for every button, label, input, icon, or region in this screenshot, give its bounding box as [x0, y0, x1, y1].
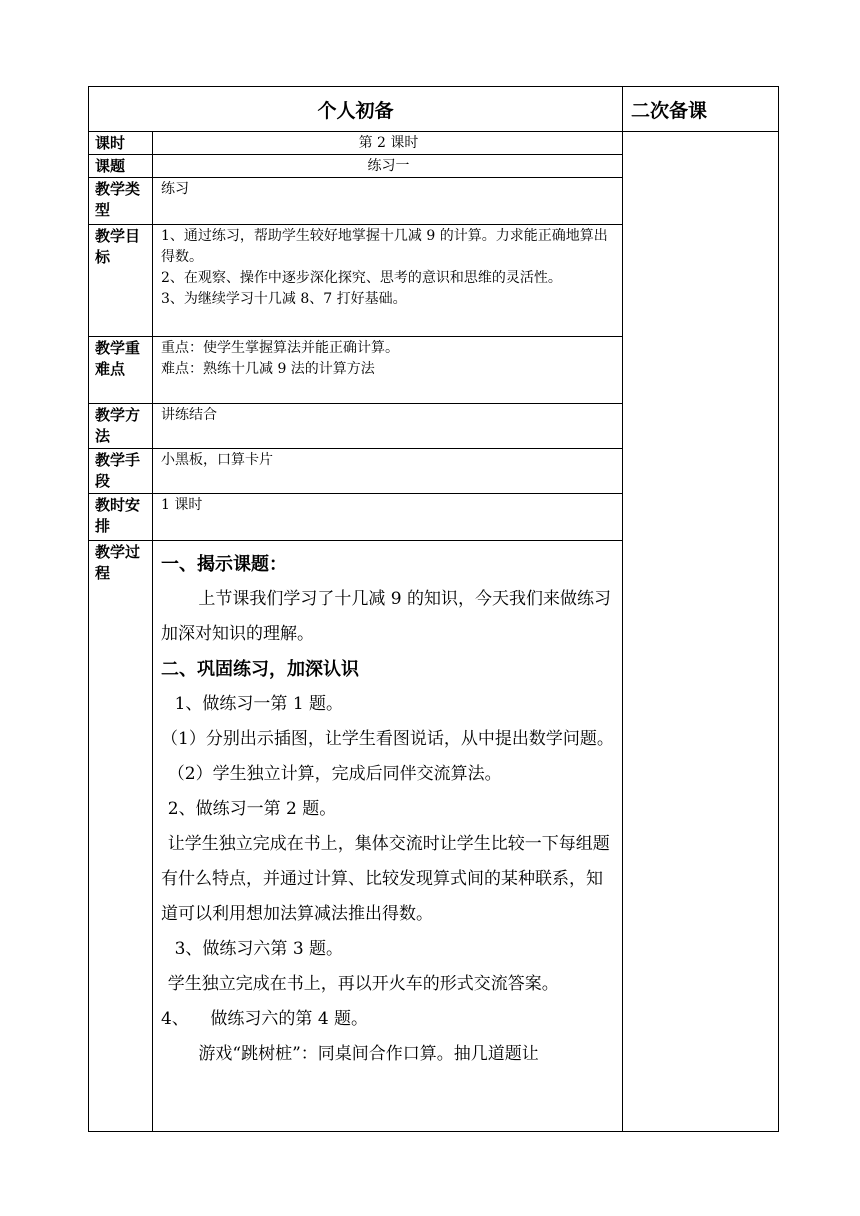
process-line: 游戏“跳树桩”：同桌间合作口算。抽几道题让: [198, 1044, 539, 1064]
process-line: 上节课我们学习了十几减 9 的知识，今天我们来做练习加深对知识的理解。: [161, 589, 612, 644]
label-topic: 课题: [89, 155, 153, 178]
lesson-plan-table: [88, 86, 779, 1132]
label-teaching-process: 教学过程: [89, 541, 153, 1132]
process-line: 1、做练习一第 1 题。: [174, 694, 344, 714]
process-line: （1）分别出示插图，让学生看图说话，从中提出数学问题。: [161, 729, 614, 749]
value-teaching-method: 讲练结合: [153, 404, 623, 449]
goal-line: 3、为继续学习十几减 8、7 打好基础。: [161, 291, 407, 307]
process-line: 3、做练习六第 3 题。: [174, 939, 344, 959]
value-teaching-process: [153, 541, 623, 1132]
value-teaching-goals: [153, 225, 623, 337]
header-second-prep: 二次备课: [623, 87, 779, 132]
process-heading: 一、揭示课题：: [161, 554, 287, 575]
value-teaching-means: 小黑板，口算卡片: [153, 449, 623, 494]
goal-line: 2、在观察、操作中逐步深化探究、思考的意识和思维的灵活性。: [161, 270, 562, 286]
goal-line: 1、通过练习，帮助学生较好地掌握十几减 9 的计算。力求能正确地算出得数。: [161, 228, 608, 265]
value-teaching-type: 练习: [153, 178, 623, 225]
label-teaching-method: 教学方法: [89, 404, 153, 449]
process-line: 学生独立完成在书上，再以开火车的形式交流答案。: [167, 974, 559, 994]
process-line: 让学生独立完成在书上，集体交流时让学生比较一下每组题有什么特点，并通过计算、比较发现算式间的某种联系，知道可以利用想加法算减法推出得数。: [161, 834, 610, 924]
label-period: 课时: [89, 132, 153, 155]
label-key-points: 教学重难点: [89, 337, 153, 404]
header-personal-prep: 个人初备: [89, 87, 623, 132]
process-line: （2）学生独立计算，完成后同伴交流算法。: [167, 764, 502, 784]
label-teaching-type: 教学类型: [89, 178, 153, 225]
process-line: 2、做练习一第 2 题。: [167, 799, 337, 819]
label-teaching-goals: 教学目标: [89, 225, 153, 337]
label-schedule: 教时安排: [89, 494, 153, 541]
process-line: 4、 做练习六的第 4 题。: [161, 1009, 369, 1029]
process-heading: 二、巩固练习，加深认识: [161, 659, 359, 680]
value-schedule: 1 课时: [153, 494, 623, 541]
value-topic: 练习一: [153, 155, 623, 178]
value-key-points: [153, 337, 623, 404]
second-prep-column: [623, 132, 779, 1132]
label-teaching-means: 教学手段: [89, 449, 153, 494]
focus-line: 重点：使学生掌握算法并能正确计算。: [161, 340, 399, 356]
value-period: 第 2 课时: [153, 132, 623, 155]
focus-line: 难点：熟练十几减 9 法的计算方法: [161, 361, 375, 377]
